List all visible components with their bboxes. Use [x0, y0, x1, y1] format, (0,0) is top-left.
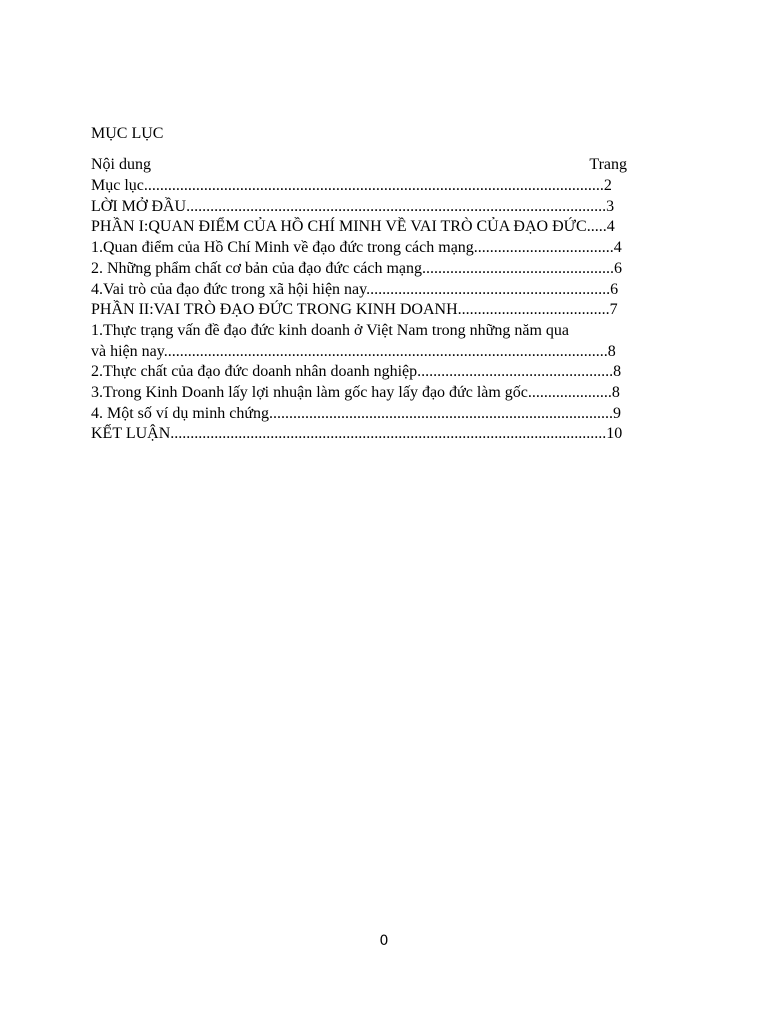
toc-entry-ket-luan	[91, 424, 636, 445]
toc-entry-loi-mo-dau	[91, 197, 636, 218]
toc-entry-2-4	[91, 404, 636, 425]
toc-entry-text: KẾT LUẬN.............................................................................................................10	[91, 425, 623, 443]
toc-entry-2-1	[91, 321, 636, 362]
toc-list	[91, 176, 636, 445]
toc-entry-muc-luc	[91, 176, 636, 197]
toc-entry-1-1	[91, 238, 636, 259]
toc-header-page-label: Trang	[589, 156, 627, 173]
toc-entry-text: 1.Quan điểm của Hồ Chí Minh về đạo đức trong cách mạng...................................4	[91, 239, 622, 257]
toc-entry-text-first-line: 1.Thực trạng vấn đề đạo đức kinh doanh ở Việt Nam trong những năm qua	[91, 321, 569, 339]
toc-entry-text: 3.Trong Kinh Doanh lấy lợi nhuận làm gốc hay lấy đạo đức làm gốc.....................8	[91, 384, 620, 402]
toc-entry-2-2	[91, 362, 636, 383]
toc-entry-text: 2.Thực chất của đạo đức doanh nhân doanh nghiệp.................................................8	[91, 363, 622, 381]
toc-entry-phan-2	[91, 300, 636, 321]
toc-entry-1-4	[91, 280, 636, 301]
toc-entry-text: 4. Một số ví dụ minh chứng......................................................................................9	[91, 404, 622, 422]
toc-header-content-label: Nội dung	[91, 156, 151, 173]
toc-entry-2-3	[91, 383, 636, 404]
toc-entry-text: PHẦN I:QUAN ĐIỂM CỦA HỒ CHÍ MINH VỀ VAI TRÒ CỦA ĐẠO ĐỨC.....4	[91, 218, 615, 236]
toc-entry-text: LỜI MỞ ĐẦU.........................................................................................................3	[91, 197, 615, 215]
toc-entry-text: PHẦN II:VAI TRÒ ĐẠO ĐỨC TRONG KINH DOANH......................................7	[91, 301, 618, 319]
page-number: 0	[379, 933, 389, 949]
toc-entry-text: và hiện nay...............................................................................................................8	[91, 342, 616, 360]
toc-entry-text: 2. Những phẩm chất cơ bản của đạo đức cách mạng................................................6	[91, 259, 623, 277]
toc-entry-text: Mục lục...................................................................................................................2	[91, 177, 612, 194]
toc-entry-phan-1	[91, 217, 636, 238]
toc-entry-1-2	[91, 259, 636, 280]
toc-entry-text: 4.Vai trò của đạo đức trong xã hội hiện nay.............................................................6	[91, 280, 619, 298]
toc-title: MỤC LỤC	[91, 125, 164, 142]
